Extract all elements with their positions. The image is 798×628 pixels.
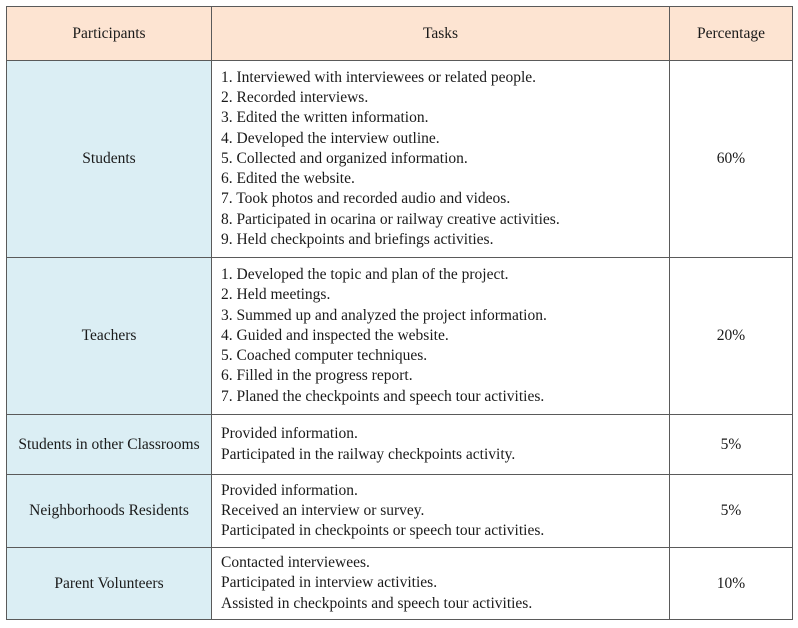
participant-cell: Neighborhoods Residents xyxy=(7,475,212,548)
table-row xyxy=(7,415,793,475)
task-item: Participated in the railway checkpoints activity. xyxy=(221,445,516,463)
percentage-cell: 5% xyxy=(670,415,793,475)
task-item: 3. Edited the written information. xyxy=(221,109,429,127)
tasks-cell xyxy=(212,548,670,620)
task-item: Assisted in checkpoints and speech tour activities. xyxy=(221,594,533,612)
table-header xyxy=(7,7,793,61)
task-item: 5. Coached computer techniques. xyxy=(221,347,428,365)
table-body xyxy=(7,61,793,620)
task-item: 4. Guided and inspected the website. xyxy=(221,326,449,344)
tasks-cell xyxy=(212,475,670,548)
task-item: 7. Planed the checkpoints and speech tour activities. xyxy=(221,387,545,405)
percentage-cell: 20% xyxy=(670,258,793,415)
task-item: 4. Developed the interview outline. xyxy=(221,129,440,147)
task-item: Participated in checkpoints or speech tour activities. xyxy=(221,522,545,540)
task-item: 6. Filled in the progress report. xyxy=(221,367,413,385)
task-item: Received an interview or survey. xyxy=(221,501,425,519)
percentage-cell: 5% xyxy=(670,475,793,548)
task-item: 2. Held meetings. xyxy=(221,286,331,304)
task-item: 7. Took photos and recorded audio and videos. xyxy=(221,190,511,208)
task-item: Contacted interviewees. xyxy=(221,554,370,572)
task-item: 2. Recorded interviews. xyxy=(221,88,369,106)
participant-cell: Teachers xyxy=(7,258,212,415)
task-item: Provided information. xyxy=(221,425,358,443)
task-item: 8. Participated in ocarina or railway creative activities. xyxy=(221,210,560,228)
task-item: 6. Edited the website. xyxy=(221,170,355,188)
participant-cell: Students in other Classrooms xyxy=(7,415,212,475)
table-row xyxy=(7,61,793,258)
task-item: 9. Held checkpoints and briefings activities. xyxy=(221,231,494,249)
percentage-cell: 60% xyxy=(670,61,793,258)
participant-cell: Students xyxy=(7,61,212,258)
task-item: 1. Developed the topic and plan of the project. xyxy=(221,265,509,283)
header-percentage: Percentage xyxy=(670,7,793,61)
header-participants: Participants xyxy=(7,7,212,61)
task-item: 3. Summed up and analyzed the project information. xyxy=(221,306,547,324)
table-row xyxy=(7,258,793,415)
task-item: 1. Interviewed with interviewees or related people. xyxy=(221,68,537,86)
participant-cell: Parent Volunteers xyxy=(7,548,212,620)
task-item: Participated in interview activities. xyxy=(221,574,438,592)
participants-tasks-table xyxy=(6,6,793,620)
table-row xyxy=(7,548,793,620)
tasks-cell xyxy=(212,61,670,258)
percentage-cell: 10% xyxy=(670,548,793,620)
task-item: Provided information. xyxy=(221,481,358,499)
tasks-cell xyxy=(212,415,670,475)
tasks-cell xyxy=(212,258,670,415)
table-row xyxy=(7,475,793,548)
header-tasks: Tasks xyxy=(212,7,670,61)
task-item: 5. Collected and organized information. xyxy=(221,149,468,167)
header-row xyxy=(7,7,793,61)
